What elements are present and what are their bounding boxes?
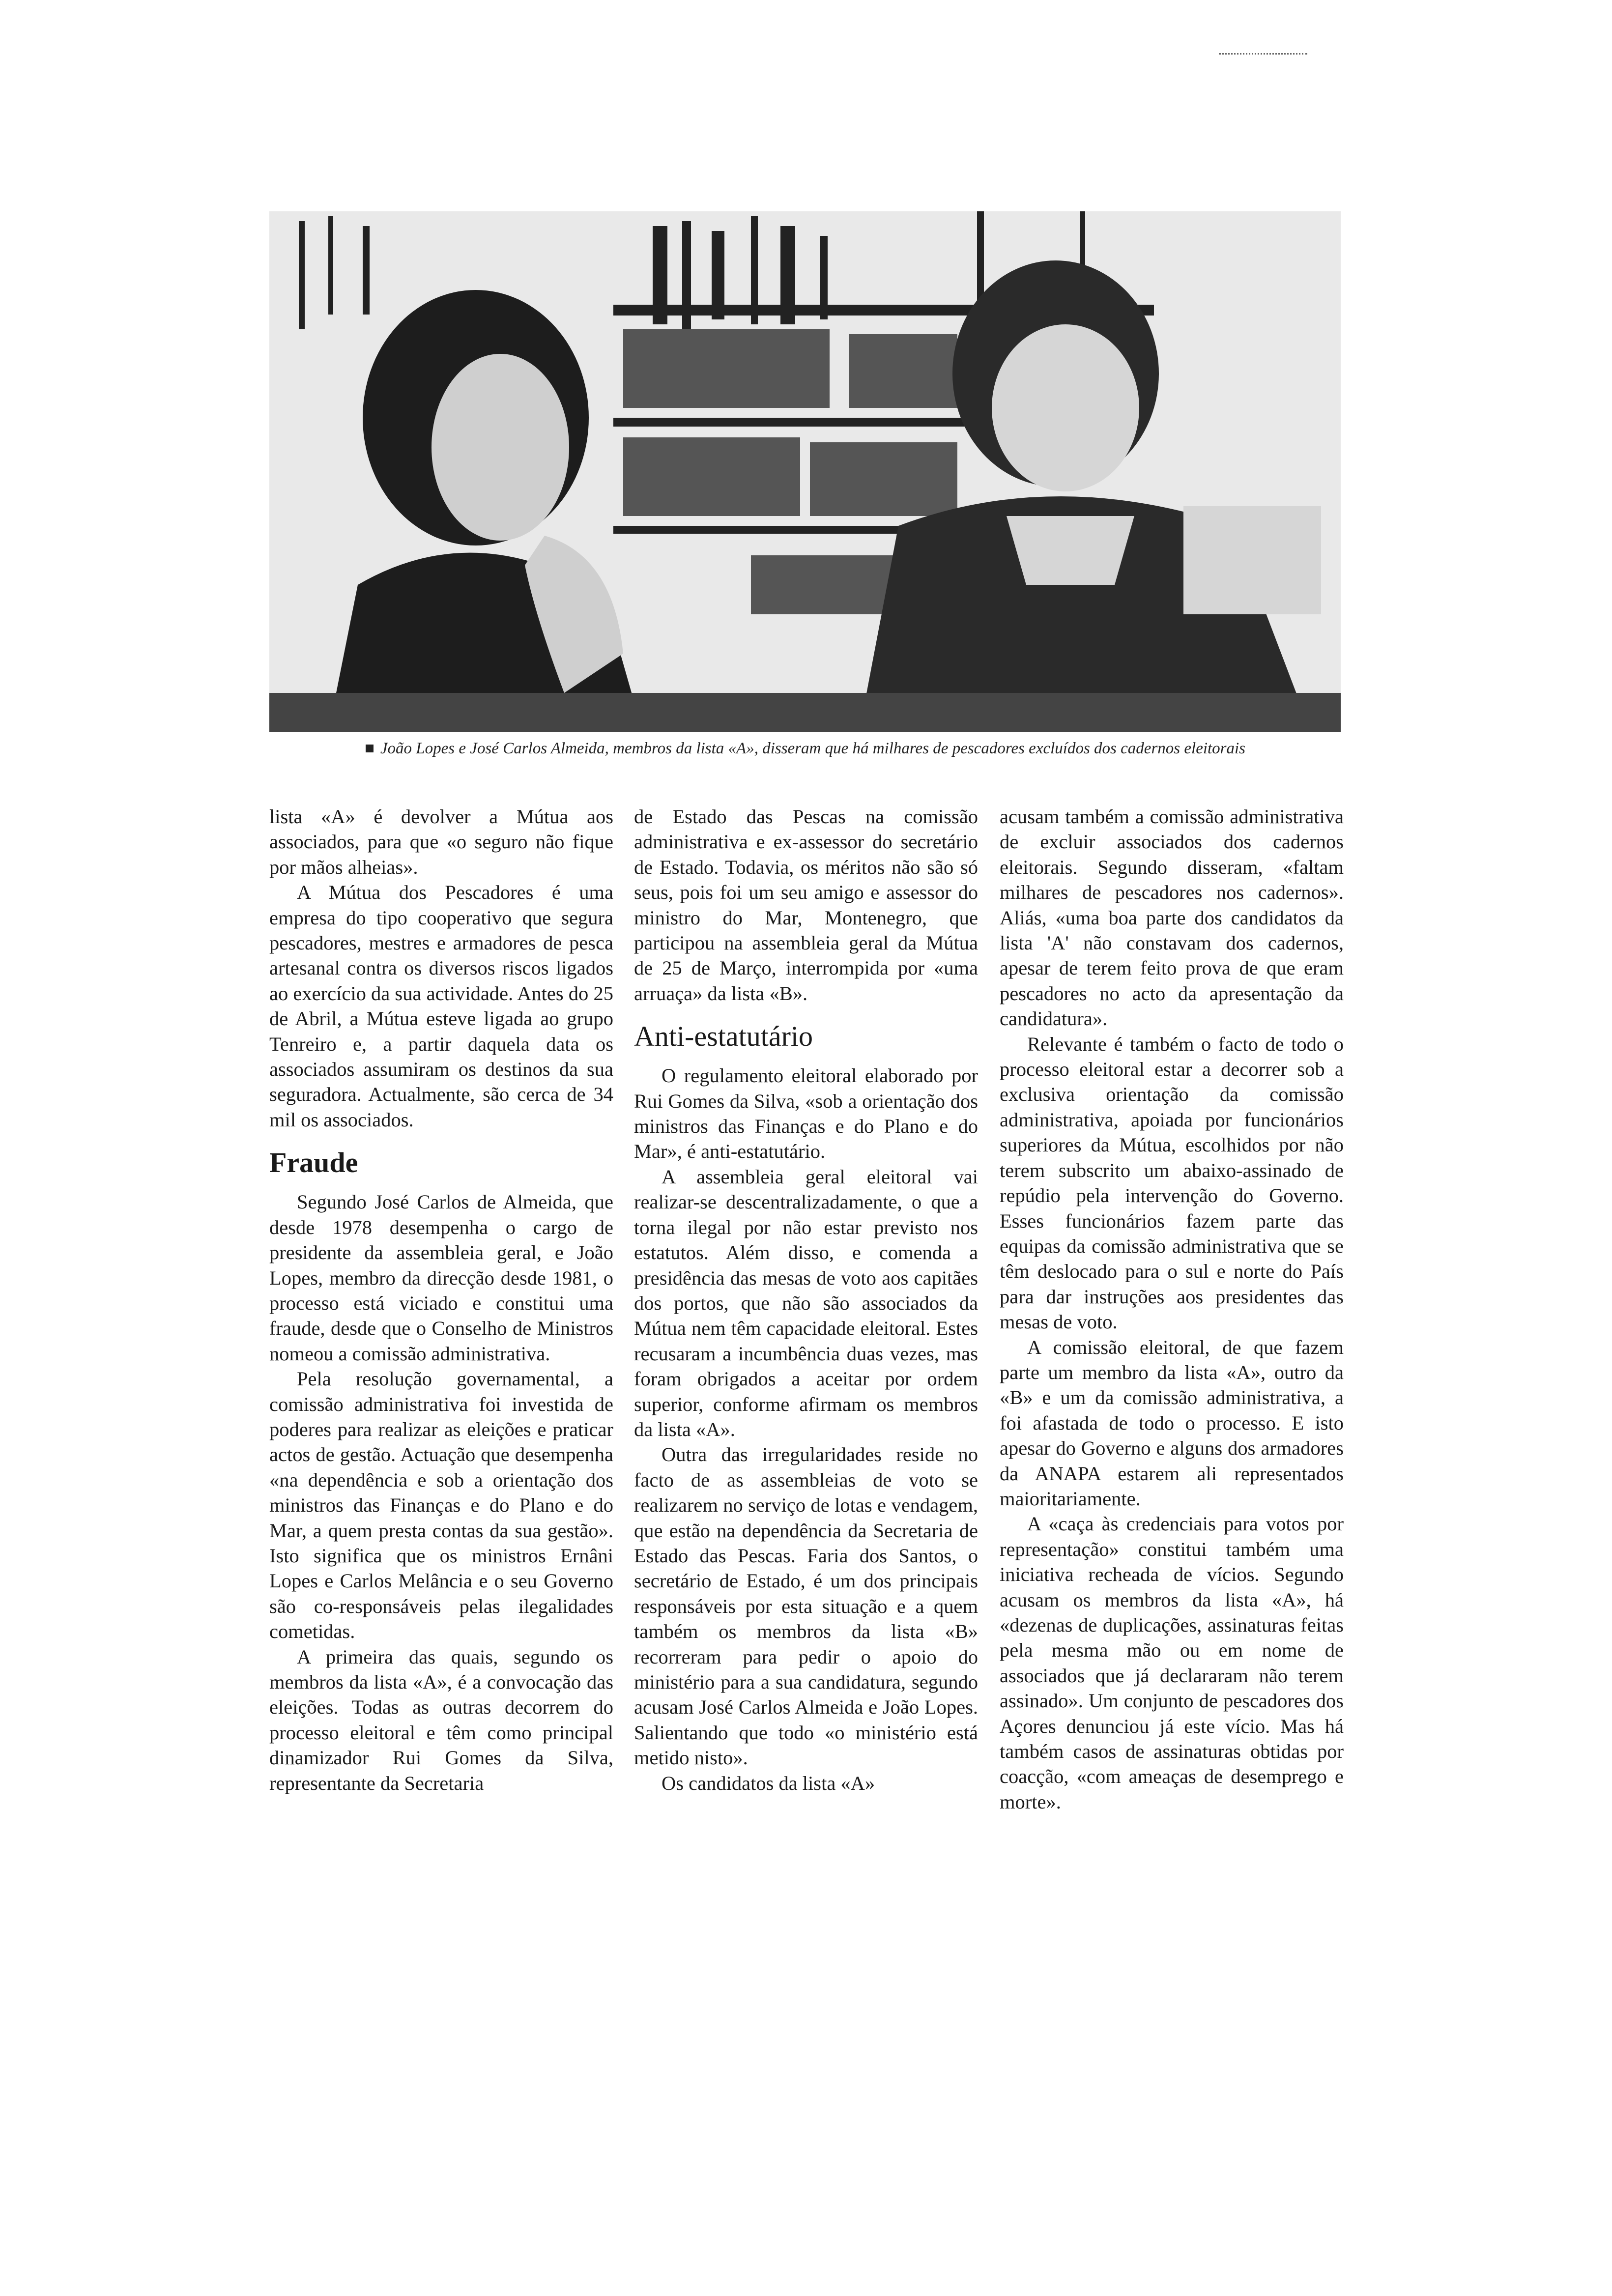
caption-bullet: ■ [364, 740, 374, 757]
paragraph: A «caça às credenciais para votos por representação» constitui também uma iniciativa recheada de vícios. Segundo acusam os membros da lista «A», há «dezenas de duplicações, assinaturas feitas pela mesma mão ou em nome de associados que já declararam não terem assinado». Um conjunto de pescadores dos Açores denunciou já este vício. Mas há também casos de assinaturas obtidas por coacção, «com ameaças de desemprego e morte». [1000, 1513, 1344, 1813]
section-heading-anti-estatutario: Anti-estatutário [634, 1020, 813, 1053]
caption-text: João Lopes e José Carlos Almeida, membros da lista «A», disseram que há milhares de pescadores excluídos dos cadernos eleitorais [380, 740, 1246, 757]
paragraph: Os candidatos da lista «A» [662, 1772, 875, 1794]
paragraph: A assembleia geral eleitoral vai realizar-se descentralizadamente, o que a torna ilegal por não estar previsto nos estatutos. Além disso, e comenda a presidência das mesas de voto aos capitães dos portos, que não são associados da Mútua nem têm capacidade eleitoral. Estes recusaram a incumbência duas vezes, mas foram obrigados a aceitar por ordem superior, conforme afirmam os membros da lista «A». [634, 1165, 978, 1440]
paragraph: A comissão eleitoral, de que fazem parte um membro da lista «A», outro da «B» e um da comissão administrativa, a foi afastada de todo o processo. E isto apesar do Governo e alguns dos armadores da ANAPA estarem ali representados maioritariamente. [1000, 1336, 1344, 1510]
news-photo-graphic [269, 211, 1341, 732]
scan-edge-mark [1219, 53, 1307, 57]
paragraph: acusam também a comissão administrativa de excluir associados dos cadernos eleitorais. Segundo disseram, «faltam milhares de pescadores nos cadernos». Aliás, «uma boa parte dos candidatos da lista 'A' não constavam dos cadernos, apesar de terem feito prova de que eram pescadores no acto da apresentação da candidatura». [1000, 805, 1344, 1030]
news-photo [269, 211, 1341, 732]
paragraph: A primeira das quais, segundo os membros da lista «A», é a convocação das eleições. Todas as outras decorrem do processo eleitoral e têm como principal dinamizador Rui Gomes da Silva, representante da Secretaria [269, 1645, 613, 1794]
paragraph: Relevante é também o facto de todo o processo eleitoral estar a decorrer sob a exclusiva orientação da comissão administrativa, apoiada por funcionários superiores da Mútua, escolhidos por não terem subscrito um abaixo-assinado de repúdio pela intervenção do Governo. Esses funcionários fazem parte das equipas da comissão administrativa que se têm deslocado para o sul e norte do País para dar instruções aos presidentes das mesas de voto. [1000, 1033, 1344, 1333]
paragraph: Pela resolução governamental, a comissão administrativa foi investida de poderes para realizar as eleições e praticar actos de gestão. Actuação que desempenha «na dependência e sob a orientação dos ministros das Finanças e do Plano e do Mar, a quem presta contas da sua gestão». Isto significa que os ministros Ernâni Lopes e Carlos Melância e o seu Governo são co-responsáveis pelas ilegalidades cometidas. [269, 1368, 613, 1643]
paragraph: Outra das irregularidades reside no facto de as assembleias de voto se realizarem no serviço de lotas e vendagem, que estão na dependência da Secretaria de Estado das Pescas. Faria dos Santos, o secretário de Estado, é um dos principais responsáveis por esta situação e a quem também os membros da lista «B» recorreram para pedir o apoio do ministério para a sua candidatura, segundo acusam José Carlos Almeida e João Lopes. Salientando que todo «o ministério está metido nisto». [634, 1443, 978, 1769]
photo-caption [269, 738, 1341, 759]
paragraph: Segundo José Carlos de Almeida, que desde 1978 desempenha o cargo de presidente da assembleia geral, e João Lopes, membro da direcção desde 1981, o processo está viciado e constitui uma fraude, desde que o Conselho de Ministros nomeou a comissão administrativa. [269, 1191, 613, 1365]
section-heading-fraude: Fraude [269, 1147, 358, 1179]
paragraph: de Estado das Pescas na comissão administrativa e ex-assessor do secretário de Estado. Todavia, os méritos não são só seus, pois foi um seu amigo e assessor do ministro do Mar, Montenegro, que participou na assembleia geral da Mútua de 25 de Março, interrompida por «uma arruaça» da lista «B». [634, 805, 978, 1004]
paragraph: O regulamento eleitoral elaborado por Rui Gomes da Silva, «sob a orientação dos ministros das Finanças e do Plano e do Mar», é anti-estatutário. [634, 1064, 978, 1163]
paragraph: A Mútua dos Pescadores é uma empresa do tipo cooperativo que segura pescadores, mestres e armadores de pesca artesanal contra os diversos riscos ligados ao exercício da sua actividade. Antes do 25 de Abril, a Mútua esteve ligada ao grupo Tenreiro e, a partir daquela data os associados assumiram os destinos da sua seguradora. Actualmente, são cerca de 34 mil os associados. [269, 881, 613, 1131]
article-column-3 [1000, 804, 1344, 1814]
article-column-2 [634, 804, 978, 1796]
article-column-1 [269, 804, 613, 1796]
paragraph: lista «A» é devolver a Mútua aos associados, para que «o seguro não fique por mãos alheias». [269, 805, 613, 878]
